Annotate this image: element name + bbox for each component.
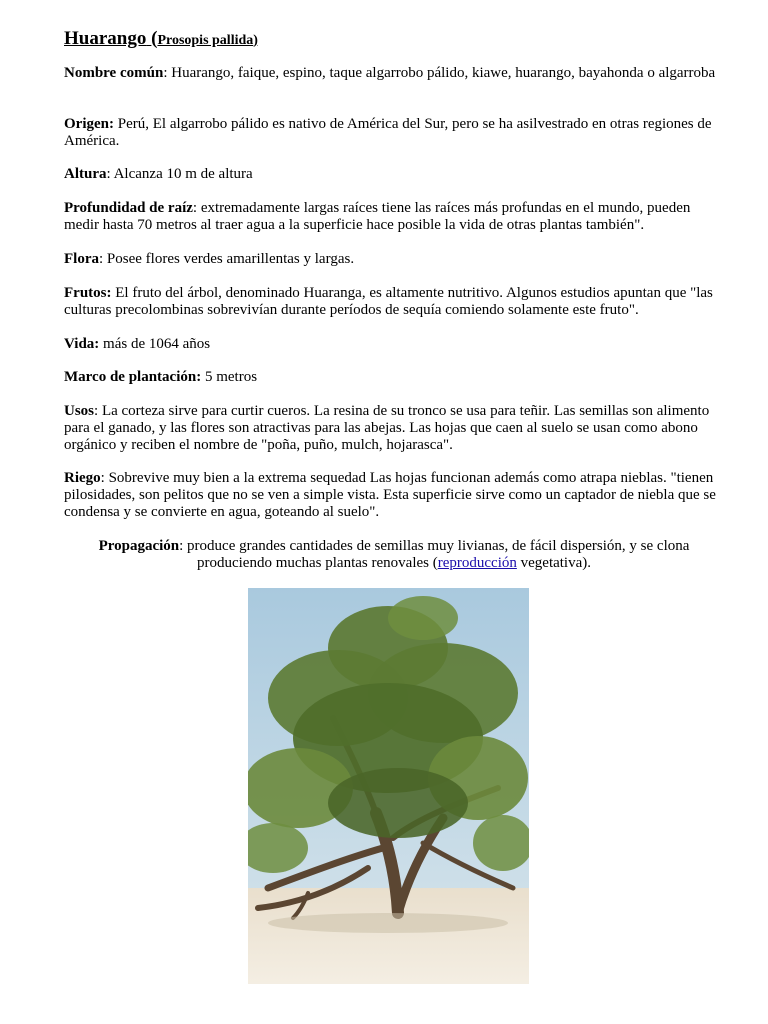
tree-illustration <box>248 588 529 984</box>
section-nombre-label: Nombre común <box>64 65 164 81</box>
section-vida <box>64 336 724 353</box>
section-frutos-text: El fruto del árbol, denominado Huaranga, es altamente nutritivo. Algunos estudios apuntan que "las culturas precolombinas sobrevivían durante períodos de sequía comiendo solamente este fruto". <box>64 285 713 318</box>
section-riego-sep: : <box>100 470 109 486</box>
section-vida-label: Vida: <box>64 336 100 352</box>
page-title <box>64 28 258 52</box>
section-nombre-text: Huarango, faique, espino, taque algarrobo pálido, kiawe, huarango, bayahonda o algarroba <box>171 65 716 81</box>
section-origen-text: Perú, El algarrobo pálido es nativo de América del Sur, pero se ha asilvestrado en otras regiones de América. <box>64 116 712 149</box>
huarango-tree-photo <box>248 588 529 984</box>
section-riego <box>64 470 724 521</box>
title-paren-close: ) <box>253 33 258 48</box>
reproduccion-link[interactable]: reproducción <box>437 555 517 571</box>
title-scientific-name: Prosopis pallida <box>157 33 254 48</box>
section-marco <box>64 369 724 386</box>
section-flora-text: Posee flores verdes amarillentas y largas. <box>106 251 355 267</box>
title-paren-open: ( <box>151 28 158 49</box>
section-raiz-label: Profundidad de raíz <box>64 200 193 216</box>
section-flora-sep: : <box>99 251 107 267</box>
section-altura-text: Alcanza 10 m de altura <box>113 166 253 182</box>
sand-shadow <box>268 913 508 933</box>
section-flora <box>64 251 724 268</box>
section-origen <box>64 116 724 150</box>
propagacion-line2-after: vegetativa). <box>516 555 592 571</box>
section-usos-sep: : <box>94 403 102 419</box>
propagacion-line-2 <box>197 555 591 571</box>
section-altura-label: Altura <box>64 166 107 182</box>
section-marco-text: 5 metros <box>204 369 258 385</box>
section-riego-text: Sobrevive muy bien a la extrema sequedad Las hojas funcionan además como atrapa nieblas. "tienen pilosidades, son pelitos que no se ven a simple vista. Esta superficie sirve como un captador de niebla que se condensa y se convierte en agua, goteando al suelo". <box>64 470 716 520</box>
section-riego-label: Riego <box>64 470 101 486</box>
section-raiz <box>64 200 724 234</box>
section-vida-text: más de 1064 años <box>103 336 211 352</box>
title-common-name: Huarango <box>64 28 147 49</box>
propagacion-label: Propagación <box>98 538 180 554</box>
section-nombre <box>64 65 724 82</box>
section-raiz-sep: : <box>192 200 201 216</box>
section-flora-label: Flora <box>64 251 99 267</box>
section-frutos-label: Frutos: <box>64 285 112 301</box>
section-usos <box>64 403 724 454</box>
section-propagacion <box>64 538 724 572</box>
section-origen-label: Origen: <box>64 116 114 132</box>
section-raiz-text: extremadamente largas raíces tiene las raíces más profundas en el mundo, pueden medir hasta 70 metros al traer agua a la superficie hace posible la vida de otras plantas también". <box>64 200 691 233</box>
propagacion-line1-text: : produce grandes cantidades de semillas muy livianas, de fácil dispersión, y se clona <box>179 538 690 554</box>
propagacion-line-1 <box>99 538 690 554</box>
section-marco-label: Marco de plantación: <box>64 369 202 385</box>
section-usos-label: Usos <box>64 403 95 419</box>
propagacion-line2-before: produciendo muchas plantas renovales ( <box>196 555 438 571</box>
section-altura-sep: : <box>106 166 114 182</box>
section-altura <box>64 166 724 183</box>
section-nombre-sep: : <box>163 65 172 81</box>
section-frutos <box>64 285 724 319</box>
section-usos-text: La corteza sirve para curtir cueros. La resina de su tronco se usa para teñir. Las semillas son alimento para el ganado, y las flores son atractivas para las abejas. Las hojas que caen al suelo se usan como abono orgánico y reciben el nombre de "poña, puño, mulch, hojarasca". <box>64 403 710 453</box>
